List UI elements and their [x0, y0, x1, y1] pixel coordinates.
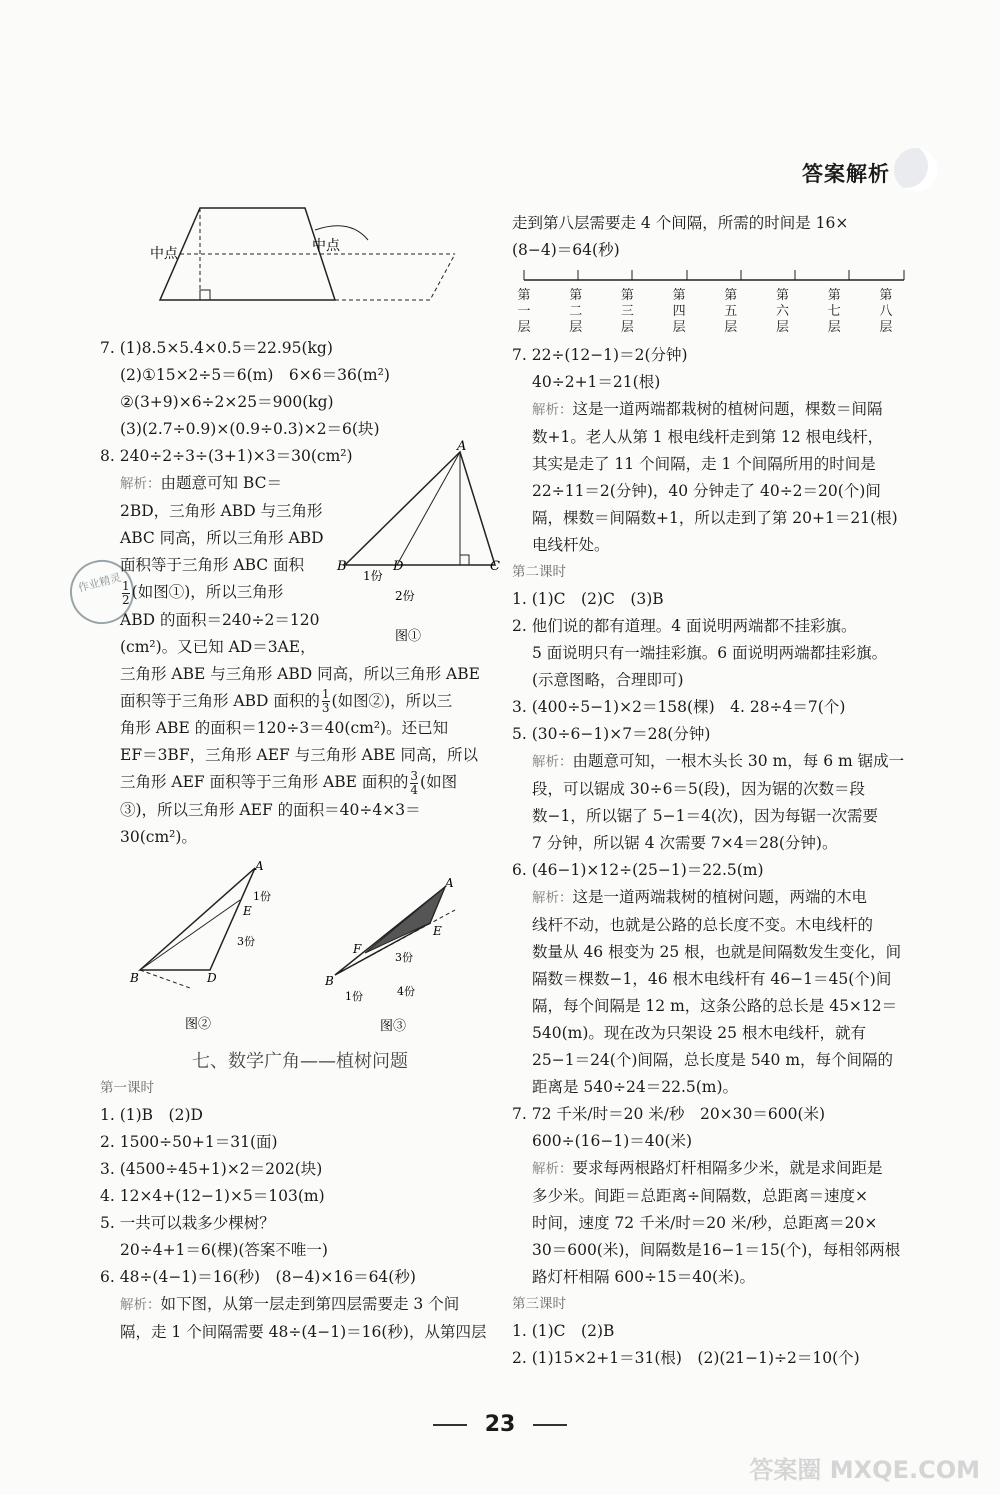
- label-c: C: [490, 559, 500, 574]
- q7-note-2: 数+1。老人从第 1 根电线杆走到第 12 根电线杆，: [532, 428, 884, 446]
- q8-note-2: 2BD，三角形 ABD 与三角形: [120, 502, 323, 520]
- figure-2-caption: 图②: [185, 1017, 212, 1032]
- label-e: E: [243, 904, 252, 918]
- part-1-label: 1份: [363, 569, 383, 583]
- q8-note-7: (cm²)。又已知 AD＝3AE，: [120, 637, 316, 656]
- q7-2-note-3: 时间，速度 72 千米/时＝20 米/秒，总距离＝20×: [532, 1214, 878, 1232]
- lesson-2-heading: 第二课时: [512, 564, 566, 580]
- l2-item-3: 3. (400÷5−1)×2＝158(棵) 4. 28÷4＝7(个): [512, 698, 846, 716]
- note-tag: 解析：: [120, 476, 161, 492]
- q7-note-1: 解析：这是一道两端都栽树的植树问题，棵数＝间隔: [532, 400, 883, 418]
- l2-item-2: 2. 他们说的都有道理。4 面说明两端都不挂彩旗。: [512, 617, 857, 635]
- q7-2-answer-2: 600÷(16−1)＝40(米): [532, 1132, 693, 1150]
- label-a: A: [255, 860, 264, 873]
- q7-note-6: 电线杆处。: [532, 536, 610, 554]
- q8-note-1: 解析：由题意可知 BC＝: [120, 474, 282, 492]
- r-q6-note-6: 540(m)。现在改为只架设 25 根木电线杆，就有: [532, 1024, 866, 1042]
- figure-3-caption: 图③: [380, 1019, 407, 1034]
- cont-line-1: 走到第八层需要走 4 个间隔，所需的时间是 16×: [512, 214, 849, 232]
- left-column-lower: [100, 1048, 500, 1346]
- q6-answer: 6. (46−1)×12÷(25−1)＝22.5(m): [512, 861, 764, 879]
- label-a: A: [457, 440, 467, 454]
- q8-note-11: EF＝3BF，三角形 AEF 与三角形 ABE 同高，所以: [120, 746, 478, 764]
- q7-note-4: 22÷11＝2(分钟)，40 分钟走了 40÷2＝20(个)间: [532, 482, 881, 500]
- part-3-label: 3份: [237, 935, 255, 948]
- r-q6-note-7: 25−1＝24(个)间隔，总长度是 540 m，每个间隔的: [532, 1051, 894, 1069]
- label-a: A: [445, 876, 454, 890]
- rotated-part: [335, 254, 455, 300]
- q8-note-9: 面积等于三角形 ABD 面积的 $\frac{1}{3}$ (如图②)，所以三: [120, 687, 453, 715]
- l2-item-2c: (示意图略，合理即可): [532, 671, 684, 689]
- q6-note-2: 隔，走 1 个间隔需要 48÷(4−1)＝16(秒)，从第四层: [120, 1323, 487, 1341]
- part-1-label: 1份: [253, 890, 271, 903]
- r-q6-note-4: 隔数＝棵数−1，46 根木电线杆有 46−1＝45(个)间: [532, 970, 892, 988]
- label-b: B: [325, 974, 334, 988]
- q6-note-1: 解析：如下图，从第一层走到第四层需要走 3 个间: [120, 1295, 460, 1313]
- r-q6-note-8: 距离是 540÷24＝22.5(m)。: [532, 1078, 739, 1096]
- q8-note-3: ABC 同高，所以三角形 ABD: [120, 529, 324, 547]
- q7-2-note-2: 多少米。间距＝总距离÷间隔数，总距离＝速度×: [532, 1187, 868, 1205]
- l2-item-5: 5. (30÷6−1)×7＝28(分钟): [512, 725, 711, 743]
- r-q6-note-5: 隔，每个间隔是 12 m，这条公路的总长是 45×12＝: [532, 997, 898, 1015]
- dash-left: [433, 1424, 467, 1426]
- floor-7-label: 第 七 层: [827, 288, 841, 335]
- triangle-abd: [140, 868, 255, 970]
- fraction-3-4: $\frac{3}{4}$: [410, 768, 419, 797]
- q8-note-14: 30(cm²)。: [120, 827, 197, 846]
- shaded-aef: [365, 887, 445, 953]
- floor-2-label: 第 二 层: [569, 288, 583, 335]
- q7-line-2: (2)①15×2÷5＝6(m) 6×6＝36(m²): [120, 366, 390, 384]
- l1-item-4: 4. 12×4+(12−1)×5＝103(m): [100, 1187, 325, 1205]
- right-column: [512, 210, 917, 1372]
- l1-item-3: 3. (4500÷45+1)×2＝202(块): [100, 1160, 323, 1178]
- label-f: F: [353, 942, 362, 956]
- q7-note-3: 其实是走了 11 个间隔，走 1 个间隔所用的时间是: [532, 455, 876, 473]
- lesson-1-heading: 第一课时: [100, 1080, 154, 1096]
- floor-3-label: 第 三 层: [620, 288, 634, 335]
- q7-2-note-4: 30＝600(米)，间隔数是16−1＝15(个)，每相邻两根: [532, 1241, 901, 1259]
- fraction-1-2: $\frac{1}{2}$: [122, 578, 130, 607]
- q8-note-12: 三角形 AEF 面积等于三角形 ABE 面积的 $\frac{3}{4}$ (如图: [120, 768, 458, 797]
- fraction-1-3: $\frac{1}{3}$: [321, 687, 330, 715]
- l1-item-2: 2. 1500÷50+1＝31(面): [100, 1133, 278, 1151]
- q8-note-10: 角形 ABE 的面积＝120÷3＝40(cm²)。还已知: [120, 719, 449, 737]
- watermark: 答案圈 MXQE.COM: [749, 1456, 980, 1484]
- lesson-3-heading: 第三课时: [512, 1296, 566, 1312]
- q5-note-4: 7 分钟，所以锯 4 次需要 7×4＝28(分钟)。: [532, 834, 838, 852]
- floor-5-label: 第 五 层: [724, 288, 738, 335]
- label-d: D: [207, 971, 217, 985]
- q7-answer-1: 7. 22÷(12−1)＝2(分钟): [512, 346, 688, 364]
- r-q6-note-3: 数量从 46 根变为 25 根，也就是间隔数发生变化，间: [532, 943, 902, 961]
- stamp: 作业精灵: [63, 553, 141, 631]
- page-header-title: 答案解析: [802, 162, 890, 186]
- l1-item-6: 6. 48÷(4−1)＝16(秒) (8−4)×16＝64(秒): [100, 1268, 416, 1286]
- l2-item-2b: 5 面说明只有一端挂彩旗。6 面说明两端都挂彩旗。: [532, 644, 888, 662]
- moon-icon: [894, 148, 938, 192]
- right-angle-mark: [200, 290, 210, 300]
- dash-right: [533, 1424, 567, 1426]
- trapezoid-figure: [140, 200, 470, 310]
- r-q6-note-2: 线杆不动，也就是公路的总长度不变。木电线杆的: [532, 916, 874, 934]
- section-title: 七、数学广角——植树问题: [192, 1051, 408, 1072]
- cont-line-2: (8−4)＝64(秒): [512, 241, 620, 259]
- r-q6-note-1: 解析：这是一道两端栽树的植树问题，两端的木电: [532, 888, 868, 906]
- figure-1-caption: 图①: [395, 629, 422, 644]
- floor-8-label: 第 八 层: [879, 288, 893, 335]
- q5-note-1: 解析：由题意可知，一根木头长 30 m，每 6 m 锯成一: [532, 752, 905, 770]
- floor-6-label: 第 六 层: [776, 288, 790, 335]
- l2-item-1: 1. (1)C (2)C (3)B: [512, 590, 664, 608]
- label-b: B: [337, 559, 347, 574]
- l3-item-1: 1. (1)C (2)B: [512, 1322, 615, 1340]
- floor-4-label: 第 四 层: [672, 288, 686, 335]
- q8-note-5: $\frac{1}{2}$ (如图①)，所以三角形: [122, 578, 284, 607]
- l1-item-5: 5. 一共可以栽多少棵树？: [100, 1214, 275, 1232]
- label-e: E: [433, 924, 442, 938]
- floor-number-line: [512, 264, 912, 288]
- q7-note-5: 隔，棵数＝间隔数+1，所以走到了第 20+1＝21(根): [532, 509, 898, 527]
- height-line: [140, 970, 190, 988]
- q7-answer-2: 40÷2+1＝21(根): [532, 373, 661, 391]
- left-column: [100, 335, 500, 851]
- l3-item-2: 2. (1)15×2+1＝31(根) (2)(21−1)÷2＝10(个): [512, 1349, 860, 1367]
- q8-answer: 8. 240÷2÷3÷(3+1)×3＝30(cm²): [100, 447, 353, 465]
- floor-labels: [515, 288, 895, 336]
- midpoint-label-left: 中点: [150, 246, 178, 262]
- label-b: B: [130, 971, 139, 985]
- q8-note-6: ABD 的面积＝240÷2＝120: [120, 610, 320, 629]
- midpoint-label-right: 中点: [312, 238, 340, 254]
- page-number: 23: [0, 1412, 1000, 1437]
- q5-note-3: 数−1，所以锯了 5−1＝4(次)，因为每锯一次需要: [532, 807, 878, 825]
- triangle-figure-2: [125, 860, 275, 1035]
- part-3-label: 3份: [395, 951, 413, 964]
- q5-note-2: 段，可以锯成 30÷6＝5(段)，因为锯的次数＝段: [532, 780, 865, 798]
- part-1-label: 1份: [345, 990, 363, 1003]
- q8-note-13: ③)，所以三角形 AEF 的面积＝40÷4×3＝: [120, 800, 421, 819]
- label-d: D: [393, 559, 404, 574]
- q7-2-note-1: 解析：要求每两根路灯杆相隔多少米，就是求间距是: [532, 1159, 883, 1177]
- l1-item-1: 1. (1)B (2)D: [100, 1106, 203, 1124]
- q7-line-1: 7. (1)8.5×5.4×0.5＝22.95(kg): [100, 339, 333, 357]
- triangle-figure-3: [325, 875, 470, 1035]
- l1-item-5-answer: 20÷4+1＝6(棵)(答案不唯一): [120, 1241, 328, 1259]
- q7-2-note-5: 路灯杆相隔 600÷15＝40(米)。: [532, 1268, 756, 1286]
- q8-note-4: 面积等于三角形 ABC 面积: [120, 556, 305, 574]
- q7-line-4: (3)(2.7÷0.9)×(0.9÷0.3)×2＝6(块): [120, 420, 380, 438]
- floor-1-label: 第 一 层: [517, 288, 531, 335]
- part-4-label: 4份: [397, 985, 415, 998]
- q7-2-answer-1: 7. 72 千米/时＝20 米/秒 20×30＝600(米): [512, 1105, 826, 1123]
- q7-line-3: ②(3+9)×6÷2×25＝900(kg): [120, 393, 334, 411]
- q8-note-8: 三角形 ABE 与三角形 ABD 同高，所以三角形 ABE: [120, 664, 480, 683]
- part-2-label: 2份: [395, 589, 415, 603]
